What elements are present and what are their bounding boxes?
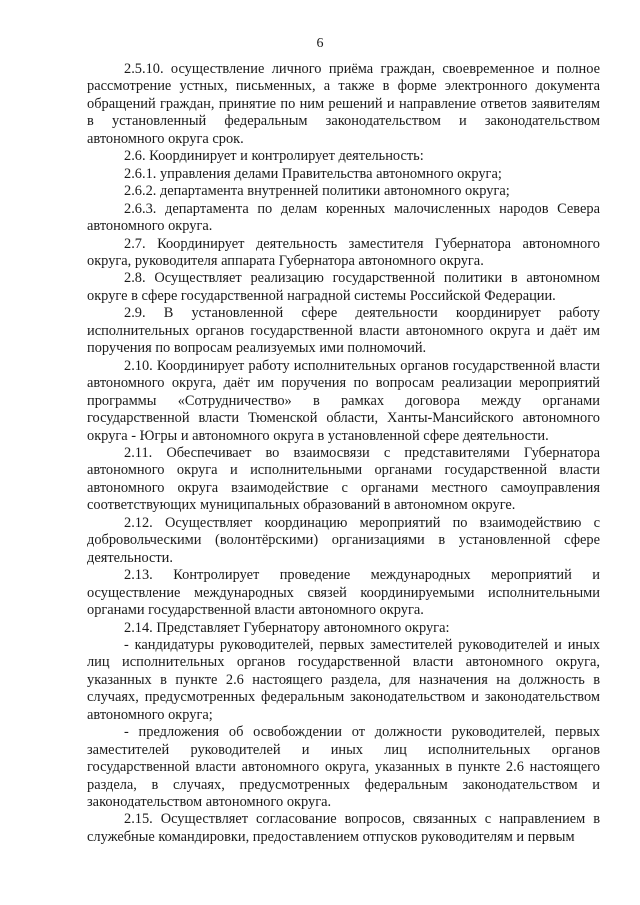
list-item-candidates: - кандидатуры руководителей, первых заместителей руководителей и иных лиц исполнительных органов государственной власти автономного округа, указанных в пункте 2.6 настоящего раздела, для назначения на должность в случаях, предусмотренных федеральным законодательством и законодательством автономного округа;	[87, 636, 600, 723]
paragraph-2-6: 2.6. Координирует и контролирует деятельность:	[124, 148, 424, 165]
paragraph-2-12: 2.12. Осуществляет координацию мероприятий по взаимодействию с добровольческими (волонтёрскими) организациями в установленной сфере деятельности.	[87, 514, 600, 566]
document-body	[87, 61, 600, 846]
paragraph-2-10: 2.10. Координирует работу исполнительных органов государственной власти автономного округа, даёт им поручения по вопросам реализации мероприятий программы «Сотрудничество» в рамках договора между органами государственной власти Тюменской области, Ханты-Мансийского автономного округа - Югры и автономного округа в установленной сфере деятельности.	[87, 357, 600, 444]
page-number: 6	[316, 36, 324, 51]
paragraph-2-7: 2.7. Координирует деятельность заместителя Губернатора автономного округа, руководителя аппарата Губернатора автономного округа.	[87, 235, 600, 269]
paragraph-2-13: 2.13. Контролирует проведение международных мероприятий и осуществление международных связей координируемыми исполнительными органами государственной власти автономного округа.	[87, 567, 600, 619]
paragraph-2-11: 2.11. Обеспечивает во взаимосвязи с представителями Губернатора автономного округа и исполнительными органами государственной власти автономного округа взаимодействие с органами местного самоуправления соответствующих муниципальных образований в автономном округе.	[87, 444, 600, 514]
paragraph-2-6-2: 2.6.2. департамента внутренней политики автономного округа;	[124, 183, 510, 200]
list-item-dismissal: - предложения об освобождении от должности руководителей, первых заместителей руководителей и иных лиц исполнительных органов государственной власти автономного округа, указанных в пункте 2.6 настоящего раздела, в случаях, предусмотренных федеральным законодательством и законодательством автономного округа.	[87, 724, 600, 811]
paragraph-2-8: 2.8. Осуществляет реализацию государственной политики в автономном округе в сфере государственной наградной системы Российской Федерации.	[87, 270, 600, 304]
paragraph-2-6-3: 2.6.3. департамента по делам коренных малочисленных народов Севера автономного округа.	[87, 200, 600, 235]
paragraph-2-14: 2.14. Представляет Губернатору автономного округа:	[124, 619, 450, 636]
paragraph-2-6-1: 2.6.1. управления делами Правительства автономного округа;	[124, 165, 502, 182]
paragraph-2-5-10: 2.5.10. осуществление личного приёма граждан, своевременное и полное рассмотрение устных, письменных, а также в форме электронного документа обращений граждан, принятие по ним решений и направление ответов заявителям в установленный федеральным законодательством и законодательством автономного округа срок.	[87, 61, 600, 147]
paragraph-2-15: 2.15. Осуществляет согласование вопросов, связанных с направлением в служебные командировки, предоставлением отпусков руководителям и первым	[87, 811, 600, 845]
paragraph-2-9: 2.9. В установленной сфере деятельности координирует работу исполнительных органов государственной власти автономного округа и даёт им поручения по вопросам реализуемых ими полномочий.	[87, 305, 600, 357]
